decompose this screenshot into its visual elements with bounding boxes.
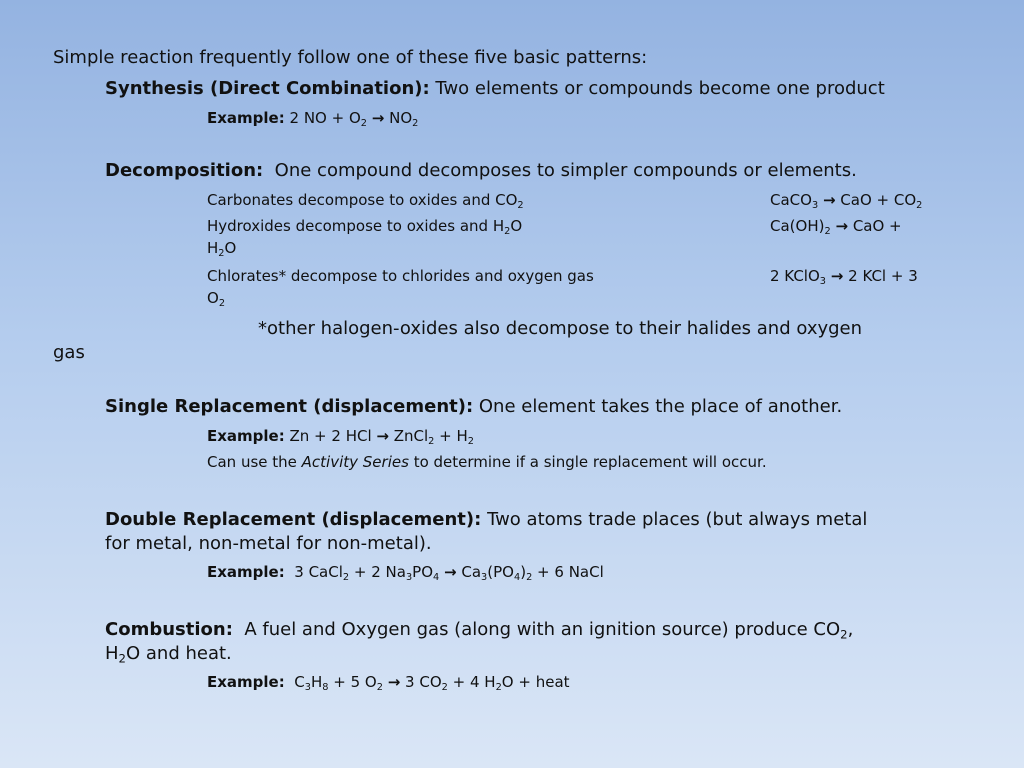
combustion-example: Example: $C_3H_8 + 5$ $O_2 \to 3$ $CO_2 + 4$ $H_2O$ + heat: [207, 673, 570, 693]
halogen-note: *other halogen-oxides also decompose to their halides and oxygen: [258, 318, 863, 339]
activity-series-term: Activity Series: [301, 453, 409, 471]
decomposition-row-chlorates: Chlorates* decompose to chlorides and oxygen gas: [207, 267, 594, 285]
arrow-icon: →: [376, 427, 389, 445]
decomposition-equation-chlorates: 2 KClO$_3$ → 2 KCl + 3: [770, 267, 918, 287]
arrow-icon: →: [444, 563, 457, 581]
decomposition-row-carbonates: Carbonates decompose to oxides and $CO_2$: [207, 191, 524, 211]
synthesis-desc: Two elements or compounds become one product: [429, 78, 885, 99]
decomposition-wrap-hydroxides: $H_2O$: [207, 239, 237, 259]
halogen-note-wrap: gas: [53, 342, 85, 363]
double-replacement-desc: Two atoms trade places (but always metal: [481, 509, 868, 530]
single-replacement-label: Single Replacement (displacement):: [105, 396, 474, 417]
arrow-icon: →: [371, 109, 385, 127]
synthesis-example-label: Example:: [207, 109, 285, 127]
decomposition-row-hydroxides: Hydroxides decompose to oxides and $H_2O$: [207, 217, 523, 237]
activity-series-note: Can use the Activity Series to determine if a single replacement will occur.: [207, 453, 767, 471]
arrow-icon: →: [387, 673, 401, 691]
single-replacement-example: Example: Zn + 2 HCl → ZnCl$_2$ + $H_2$: [207, 427, 474, 447]
double-replacement-desc-wrap: for metal, non-metal for non-metal).: [105, 533, 432, 554]
decomposition-line: [105, 159, 857, 183]
decomposition-wrap-chlorates: $O_2$: [207, 289, 226, 309]
combustion-desc-wrap: $H_2O$ and heat.: [105, 643, 232, 666]
combustion-label: Combustion:: [105, 619, 233, 640]
synthesis-line: [105, 77, 885, 101]
intro-text: Simple reaction frequently follow one of these five basic patterns:: [53, 47, 648, 68]
arrow-icon: →: [822, 191, 836, 209]
double-replacement-example: Example: 3 CaCl$_2$ + 2 $Na_3PO_4 \to Ca_3(PO_4)_2 + 6$ NaCl: [207, 563, 604, 583]
double-replacement-label: Double Replacement (displacement):: [105, 509, 482, 530]
combustion-line: Combustion: A fuel and Oxygen gas (along with an ignition source) produce $CO_2$,: [105, 619, 854, 642]
synthesis-label: Synthesis (Direct Combination):: [105, 78, 430, 99]
decomposition-desc: One compound decomposes to simpler compounds or elements.: [263, 160, 857, 181]
decomposition-label: Decomposition:: [105, 160, 264, 181]
arrow-icon: →: [830, 267, 844, 285]
arrow-icon: →: [835, 217, 849, 235]
single-replacement-desc: One element takes the place of another.: [473, 396, 843, 417]
double-replacement-line: [105, 508, 867, 532]
decomposition-equation-carbonates: CaCO$_3$ → CaO + $CO_2$: [770, 191, 923, 211]
single-replacement-line: [105, 395, 842, 419]
decomposition-equation-hydroxides: $Ca(OH)_2$ → CaO +: [770, 217, 902, 237]
synthesis-example: Example: 2 NO + $O_2 \to NO_2$: [207, 109, 419, 129]
